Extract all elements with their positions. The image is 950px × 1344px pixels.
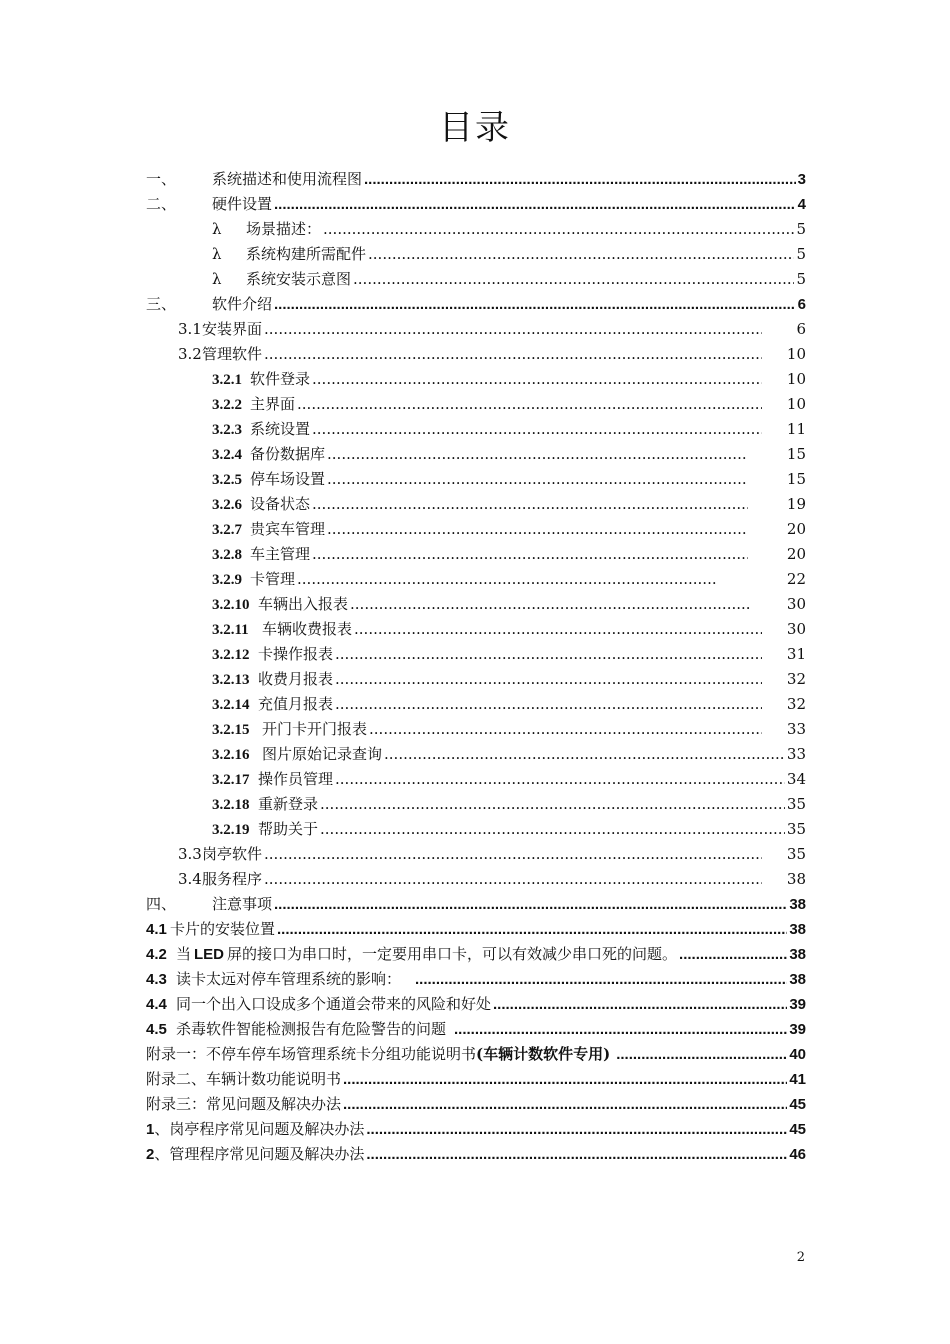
toc-entry-page: 46 bbox=[789, 1146, 806, 1163]
toc-entry-number: 3.3 bbox=[178, 845, 202, 863]
toc-entry-number: 4.3 bbox=[146, 971, 167, 988]
toc-entry-page: 30 bbox=[786, 595, 806, 613]
toc-entry-page: 6 bbox=[796, 320, 806, 338]
toc-entry-page: 19 bbox=[786, 495, 806, 513]
toc-entry-label: 岗亭软件 bbox=[202, 845, 263, 863]
toc-entry-label: 车辆收费报表 bbox=[262, 620, 353, 638]
toc-entry-number: 3.2.16 bbox=[212, 747, 250, 763]
leader-dots bbox=[364, 168, 796, 192]
toc-entry-page: 33 bbox=[786, 745, 806, 763]
leader-dots bbox=[335, 692, 762, 716]
page-number: 2 bbox=[796, 1250, 805, 1265]
toc-entry[interactable] bbox=[212, 267, 806, 291]
toc-entry-label: 系统构建所需配件 bbox=[246, 245, 367, 263]
toc-entry-page: 35 bbox=[786, 845, 806, 863]
toc-entry-number: 3.2.9 bbox=[212, 572, 242, 588]
toc-entry[interactable] bbox=[212, 742, 806, 766]
toc-entry[interactable] bbox=[212, 467, 806, 491]
leader-dots bbox=[277, 918, 787, 942]
toc-entry[interactable] bbox=[146, 942, 806, 966]
toc-entry-page: 39 bbox=[789, 996, 806, 1013]
toc-entry[interactable] bbox=[146, 192, 806, 216]
toc-entry-number: 3.2.14 bbox=[212, 697, 250, 713]
toc-entry-page: 10 bbox=[786, 370, 806, 388]
toc-entry-page: 20 bbox=[786, 520, 806, 538]
toc-entry-page: 10 bbox=[786, 345, 806, 363]
leader-dots bbox=[320, 817, 785, 841]
toc-entry-number: 3.2.12 bbox=[212, 647, 250, 663]
toc-entry-label: 安装界面 bbox=[202, 320, 263, 338]
leader-dots bbox=[366, 1143, 787, 1167]
leader-dots bbox=[264, 342, 762, 366]
toc-entry-label: 卡管理 bbox=[250, 570, 296, 588]
toc-entry-page: 5 bbox=[796, 220, 806, 238]
toc-entry-page: 40 bbox=[789, 1046, 806, 1063]
toc-entry[interactable] bbox=[178, 342, 806, 366]
leader-dots bbox=[454, 1018, 787, 1042]
toc-entry-number: 3.2.10 bbox=[212, 597, 250, 613]
toc-entry[interactable] bbox=[212, 392, 806, 416]
toc-entry-page: 6 bbox=[797, 296, 806, 313]
toc-entry-label: 附录三：常见问题及解决办法 bbox=[146, 1095, 342, 1113]
page-title: 目录 bbox=[439, 108, 511, 148]
toc-entry-number: 3.2.19 bbox=[212, 822, 250, 838]
toc-entry[interactable] bbox=[212, 517, 806, 541]
toc-entry-label: 同一个出入口设成多个通道会带来的风险和好处 bbox=[176, 995, 492, 1013]
toc-entry-number: 四、 bbox=[146, 895, 177, 913]
toc-entry-label: 帮助关于 bbox=[258, 820, 319, 838]
toc-entry-number: 3.2 bbox=[178, 345, 202, 363]
toc-entry-page: 45 bbox=[789, 1096, 806, 1113]
toc-entry-number: 3.2.18 bbox=[212, 797, 250, 813]
toc-entry-number: 3.4 bbox=[178, 870, 202, 888]
leader-dots bbox=[616, 1043, 787, 1067]
toc-entry[interactable] bbox=[146, 1142, 806, 1166]
toc-entry[interactable] bbox=[178, 317, 806, 341]
toc-entry-page: 22 bbox=[786, 570, 806, 588]
toc-entry-label: 系统描述和使用流程图 bbox=[212, 170, 363, 188]
toc-entry[interactable] bbox=[146, 167, 806, 191]
toc-entry[interactable] bbox=[212, 542, 806, 566]
toc-entry-label: 注意事项 bbox=[212, 895, 273, 913]
toc-entry[interactable] bbox=[212, 217, 806, 241]
toc-entry-number: 一、 bbox=[146, 170, 177, 188]
toc-entry-label-suffix: (车辆计数软件专用) bbox=[476, 1045, 611, 1063]
leader-dots bbox=[679, 943, 787, 967]
toc-entry-label: 、管理程序常见问题及解决办法 bbox=[154, 1145, 365, 1163]
toc-entry-label: 卡操作报表 bbox=[258, 645, 334, 663]
toc-entry-number: 4.2 bbox=[146, 946, 167, 963]
toc-entry-number: 二、 bbox=[146, 195, 177, 213]
toc-entry-page: 38 bbox=[789, 946, 806, 963]
toc-entry-page: 38 bbox=[789, 896, 806, 913]
toc-entry[interactable] bbox=[212, 617, 806, 641]
toc-entry-number: 3.2.7 bbox=[212, 522, 242, 538]
toc-entry[interactable] bbox=[146, 1042, 806, 1066]
leader-dots bbox=[335, 642, 762, 666]
leader-dots bbox=[353, 267, 794, 291]
toc-entry-label: 图片原始记录查询 bbox=[262, 745, 383, 763]
leader-dots bbox=[323, 217, 794, 241]
toc-entry-label: 收费月报表 bbox=[258, 670, 334, 688]
toc-entry[interactable] bbox=[212, 642, 806, 666]
leader-dots bbox=[493, 993, 787, 1017]
leader-dots bbox=[312, 492, 748, 516]
toc-entry-label: 备份数据库 bbox=[250, 445, 326, 463]
toc-entry[interactable] bbox=[146, 292, 806, 316]
toc-entry[interactable] bbox=[146, 1017, 806, 1041]
toc-entry-label: 、岗亭程序常见问题及解决办法 bbox=[154, 1120, 365, 1138]
toc-entry-label: 系统安装示意图 bbox=[246, 270, 352, 288]
toc-entry-label: 操作员管理 bbox=[258, 770, 334, 788]
leader-dots bbox=[368, 242, 794, 266]
toc-entry-label: 管理软件 bbox=[202, 345, 263, 363]
toc-entry[interactable] bbox=[146, 917, 806, 941]
toc-entry[interactable] bbox=[146, 1067, 806, 1091]
toc-entry-label: 附录一：不停车停车场管理系统卡分组功能说明书 bbox=[146, 1045, 477, 1063]
toc-entry-number: 3.1 bbox=[178, 320, 202, 338]
toc-entry-number: 3.2.13 bbox=[212, 672, 250, 688]
toc-entry-number: 1 bbox=[146, 1121, 155, 1138]
leader-dots bbox=[343, 1093, 787, 1117]
toc-entry-number: 4.1 bbox=[146, 921, 167, 938]
toc-entry-number: 4.5 bbox=[146, 1021, 167, 1038]
toc-entry-label: 贵宾车管理 bbox=[250, 520, 326, 538]
toc-entry-page: 35 bbox=[786, 795, 806, 813]
toc-entry-label: 系统设置 bbox=[250, 420, 311, 438]
toc-entry-number: 3.2.15 bbox=[212, 722, 250, 738]
toc-entry-label: 杀毒软件智能检测报告有危险警告的问题 bbox=[176, 1020, 447, 1038]
toc-entry-page: 45 bbox=[789, 1121, 806, 1138]
toc-entry-number: 3.2.5 bbox=[212, 472, 242, 488]
toc-entry-number: λ bbox=[212, 245, 222, 263]
toc-entry-number: 3.2.4 bbox=[212, 447, 242, 463]
toc-entry-page: 15 bbox=[786, 470, 806, 488]
leader-dots bbox=[297, 392, 762, 416]
toc-entry[interactable] bbox=[212, 717, 806, 741]
leader-dots bbox=[369, 717, 762, 741]
leader-dots bbox=[274, 293, 796, 317]
leader-dots bbox=[312, 367, 762, 391]
toc-entry[interactable] bbox=[212, 492, 806, 516]
toc-entry[interactable] bbox=[212, 592, 806, 616]
toc-entry-label: 当 bbox=[176, 945, 192, 963]
toc-entry-label: 停车场设置 bbox=[250, 470, 326, 488]
toc-entry-page: 15 bbox=[786, 445, 806, 463]
toc-entry-number: 3.2.6 bbox=[212, 497, 242, 513]
toc-entry-number: 3.2.17 bbox=[212, 772, 250, 788]
toc-entry-number: 3.2.3 bbox=[212, 422, 242, 438]
toc-entry-label: 场景描述： bbox=[246, 220, 322, 238]
toc-entry-label-rest: 屏的接口为串口时，一定要用串口卡，可以有效减少串口死的问题。 bbox=[227, 945, 678, 963]
leader-dots bbox=[312, 417, 762, 441]
toc-entry-page: 34 bbox=[786, 770, 806, 788]
toc-entry[interactable] bbox=[212, 242, 806, 266]
toc-entry-page: 32 bbox=[786, 695, 806, 713]
toc-entry-number: 3.2.11 bbox=[212, 622, 249, 638]
leader-dots bbox=[335, 767, 785, 791]
toc-entry-label: 设备状态 bbox=[250, 495, 311, 513]
toc-entry-label: 主界面 bbox=[250, 395, 296, 413]
toc-entry-page: 41 bbox=[789, 1071, 806, 1088]
toc-entry[interactable] bbox=[212, 817, 806, 841]
toc-entry[interactable] bbox=[146, 992, 806, 1016]
toc-entry-label: 硬件设置 bbox=[212, 195, 273, 213]
toc-entry[interactable] bbox=[146, 1092, 806, 1116]
toc-entry-label: 卡片的安装位置 bbox=[170, 920, 276, 938]
leader-dots bbox=[354, 617, 762, 641]
toc-entry[interactable] bbox=[212, 667, 806, 691]
leader-dots bbox=[264, 317, 762, 341]
toc-entry-number: 3.2.1 bbox=[212, 372, 242, 388]
toc-entry[interactable] bbox=[212, 567, 806, 591]
toc-entry-number: 4.4 bbox=[146, 996, 167, 1013]
toc-entry-page: 33 bbox=[786, 720, 806, 738]
toc-entry-number: 3.2.8 bbox=[212, 547, 242, 563]
toc-entry-page: 38 bbox=[789, 921, 806, 938]
toc-entry[interactable] bbox=[212, 367, 806, 391]
toc-entry-page: 31 bbox=[786, 645, 806, 663]
leader-dots bbox=[327, 517, 748, 541]
toc-entry[interactable] bbox=[146, 967, 806, 991]
toc-entry-page: 3 bbox=[797, 171, 806, 188]
toc-entry-label: 开门卡开门报表 bbox=[262, 720, 368, 738]
toc-entry-number: 2 bbox=[146, 1146, 155, 1163]
toc-entry-label: 软件登录 bbox=[250, 370, 311, 388]
leader-dots bbox=[312, 542, 748, 566]
toc-entry-label: 重新登录 bbox=[258, 795, 319, 813]
leader-dots bbox=[264, 842, 762, 866]
toc-entry[interactable] bbox=[178, 842, 806, 866]
leader-dots bbox=[350, 592, 750, 616]
toc-entry-number: 三、 bbox=[146, 295, 177, 313]
toc-entry-label-led: LED bbox=[194, 946, 225, 963]
toc-entry-page: 5 bbox=[796, 245, 806, 263]
leader-dots bbox=[264, 867, 762, 891]
toc-entry[interactable] bbox=[212, 692, 806, 716]
leader-dots bbox=[327, 442, 748, 466]
toc-entry[interactable] bbox=[212, 792, 806, 816]
leader-dots bbox=[327, 467, 748, 491]
leader-dots bbox=[366, 1118, 787, 1142]
toc-entry-page: 35 bbox=[786, 820, 806, 838]
toc-entry-page: 11 bbox=[786, 420, 806, 438]
leader-dots bbox=[274, 893, 787, 917]
toc-entry-label: 服务程序 bbox=[202, 870, 263, 888]
toc-entry[interactable] bbox=[146, 1117, 806, 1141]
toc-entry-page: 20 bbox=[786, 545, 806, 563]
leader-dots bbox=[274, 193, 796, 217]
leader-dots bbox=[335, 667, 762, 691]
toc-entry-page: 39 bbox=[789, 1021, 806, 1038]
toc-entry-page: 4 bbox=[797, 196, 806, 213]
leader-dots bbox=[320, 792, 785, 816]
toc-entry-number: λ bbox=[212, 220, 222, 238]
toc-entry-page: 32 bbox=[786, 670, 806, 688]
toc-entry[interactable] bbox=[146, 892, 806, 916]
toc-entry[interactable] bbox=[212, 442, 806, 466]
toc-entry[interactable] bbox=[178, 867, 806, 891]
toc-entry-number: λ bbox=[212, 270, 222, 288]
toc-entry-number: 3.2.2 bbox=[212, 397, 242, 413]
leader-dots bbox=[343, 1068, 787, 1092]
toc-entry-label: 读卡太远对停车管理系统的影响： bbox=[176, 970, 402, 988]
toc-entry[interactable] bbox=[212, 767, 806, 791]
toc-entry-page: 38 bbox=[786, 870, 806, 888]
toc-entry[interactable] bbox=[212, 417, 806, 441]
toc-entry-label: 充值月报表 bbox=[258, 695, 334, 713]
toc-entry-label: 软件介绍 bbox=[212, 295, 273, 313]
toc-entry-label: 车主管理 bbox=[250, 545, 311, 563]
leader-dots bbox=[384, 742, 785, 766]
toc-entry-label: 附录二、车辆计数功能说明书 bbox=[146, 1070, 342, 1088]
toc-entry-page: 10 bbox=[786, 395, 806, 413]
leader-dots bbox=[415, 968, 787, 992]
toc-entry-label: 车辆出入报表 bbox=[258, 595, 349, 613]
leader-dots bbox=[297, 567, 718, 591]
toc-entry-page: 30 bbox=[786, 620, 806, 638]
toc-entry-page: 38 bbox=[789, 971, 806, 988]
toc-entry-page: 5 bbox=[796, 270, 806, 288]
